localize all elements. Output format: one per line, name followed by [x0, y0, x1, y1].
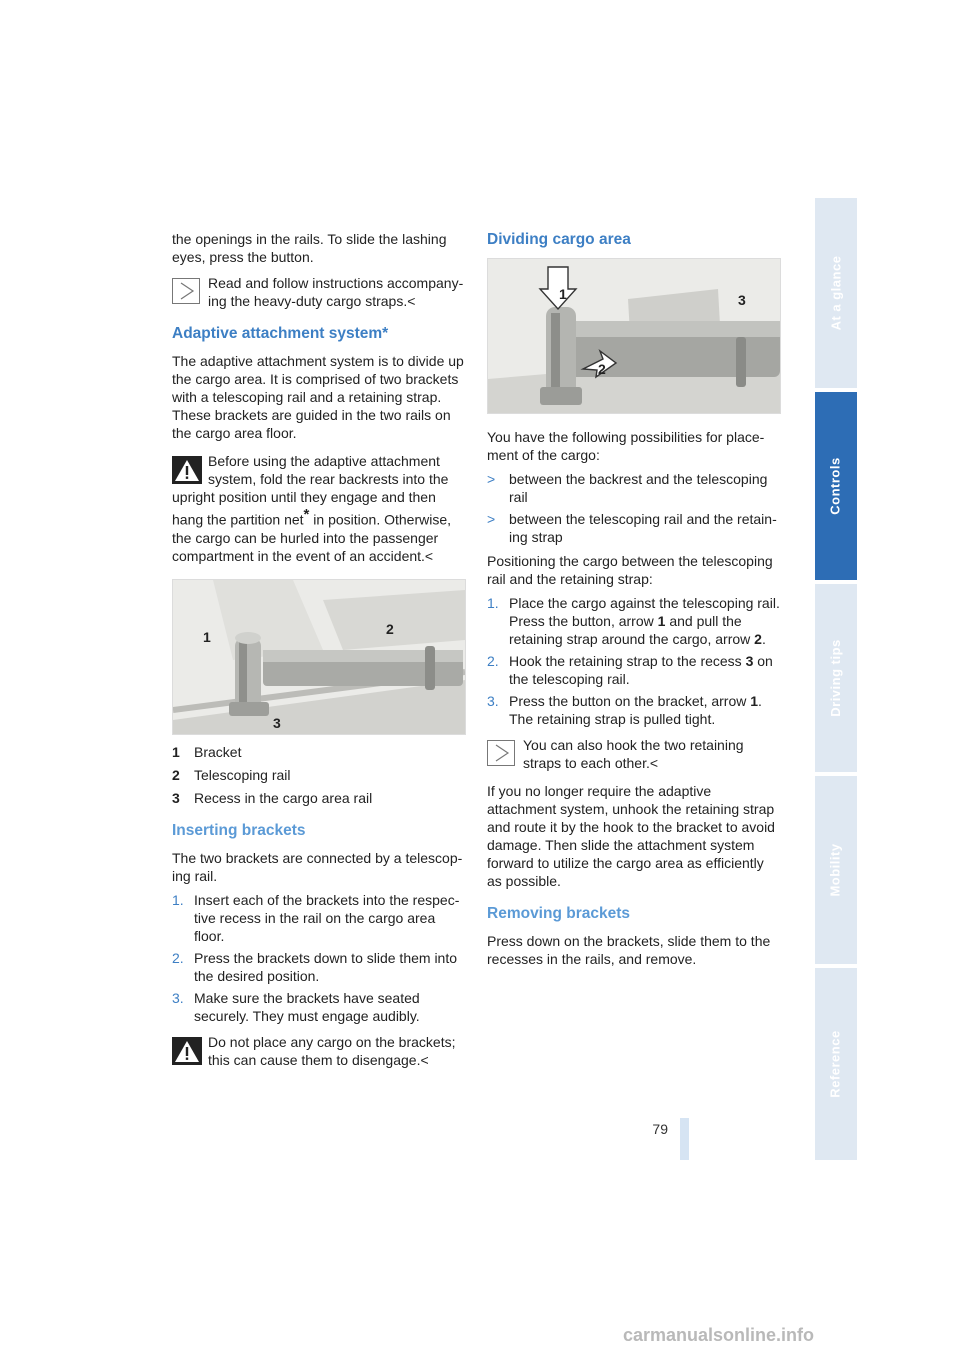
- heading-adaptive: Adaptive attachment system*: [172, 325, 389, 342]
- figure-illustration: [173, 580, 465, 734]
- list-item: > between the backrest and the telescoping rail: [487, 471, 768, 505]
- heading-dividing: Dividing cargo area: [487, 231, 631, 248]
- heading-inserting: Inserting brackets: [172, 821, 306, 839]
- legend-item: 2 Telescoping rail: [172, 766, 291, 783]
- possibilities-list: [487, 470, 781, 546]
- adaptive-text: The adaptive attachment system is to divide up the cargo area. It is comprised of two brackets with a telescoping rail and a retaining strap. These brackets are guided in the two rails on the cargo area floor.: [172, 353, 464, 441]
- nav-tab-controls[interactable]: Controls: [815, 392, 857, 580]
- fig1-label-2: 2: [386, 620, 394, 637]
- list-item: 2. Press the brackets down to slide them into the desired position.: [172, 949, 458, 984]
- left-column: [172, 230, 466, 1079]
- warning-block-2: [172, 1033, 466, 1069]
- legend-item: 1 Bracket: [172, 743, 242, 760]
- page-number-bar: [680, 1118, 689, 1160]
- option-star: *: [303, 506, 310, 523]
- possibilities-text: You have the following possibilities for place-ment of the cargo:: [487, 429, 765, 463]
- nav-tab-at-a-glance[interactable]: At a glance: [815, 198, 857, 388]
- figure-legend: [172, 743, 466, 807]
- intro-text: the openings in the rails. To slide the lashing eyes, press the button.: [172, 231, 447, 265]
- warning-block-1: [172, 452, 466, 565]
- nav-tab-mobility[interactable]: Mobility: [815, 776, 857, 964]
- positioning-steps: [487, 594, 781, 728]
- removing-text: Press down on the brackets, slide them to the recesses in the rails, and remove.: [487, 933, 771, 967]
- inserting-text: The two brackets are connected by a telescop-ing rail.: [172, 849, 463, 884]
- legend-item: 3 Recess in the cargo area rail: [172, 789, 373, 806]
- nav-tab-reference[interactable]: Reference: [815, 968, 857, 1160]
- note-triangle-icon: [172, 278, 200, 304]
- no-longer-text: If you no longer require the adaptive attachment system, unhook the retaining strap and route it by the hook to the bracket to avoid damage. Then slide the attachment system forward to utilize the cargo area as efficiently as possible.: [487, 783, 775, 889]
- note-text-1: Read and follow instructions accompany-ing the heavy-duty cargo straps.<: [208, 275, 464, 309]
- figure-bracket-rail: [172, 579, 466, 735]
- note-triangle-icon: [487, 740, 515, 766]
- figure-dividing-cargo: [487, 258, 781, 414]
- fig2-label-2: 2: [598, 361, 606, 377]
- warning-text-1a: Before using the adaptive attachment system, fold the rear backrests into the upright position until they engage and then hang the partition net: [172, 453, 449, 528]
- positioning-text: Positioning the cargo between the telescoping rail and the retaining strap:: [487, 553, 773, 587]
- warning-icon: [172, 1037, 202, 1065]
- list-item: 1. Insert each of the brackets into the respec-tive recess in the rail on the cargo area floor.: [172, 891, 460, 944]
- list-item: 2. Hook the retaining strap to the recess 3 on the telescoping rail.: [487, 653, 773, 687]
- right-column: [487, 230, 781, 974]
- nav-tab-driving-tips[interactable]: Driving tips: [815, 584, 857, 772]
- list-item: > between the telescoping rail and the retain-ing strap: [487, 511, 777, 545]
- fig1-label-1: 1: [203, 628, 211, 645]
- figure-illustration: [488, 259, 780, 413]
- list-item: 3. Press the button on the bracket, arrow 1. The retaining strap is pulled tight.: [487, 693, 762, 727]
- watermark: carmanualsonline.info: [623, 1325, 815, 1345]
- warning-icon: [172, 456, 202, 484]
- fig2-label-3: 3: [738, 292, 746, 308]
- list-item: 3. Make sure the brackets have seated securely. They must engage audibly.: [172, 989, 420, 1024]
- note-block-2: [487, 736, 781, 772]
- warning-text-2: Do not place any cargo on the brackets; this can cause them to disengage.<: [208, 1033, 456, 1068]
- note-text-2: You can also hook the two retaining straps to each other.<: [523, 737, 744, 771]
- heading-removing: Removing brackets: [487, 905, 630, 922]
- fig1-label-3: 3: [273, 714, 281, 731]
- list-item: 1. Place the cargo against the telescoping rail. Press the button, arrow 1 and pull the retaining strap around the cargo, arrow 2.: [487, 595, 780, 647]
- page-number: 79: [652, 1121, 668, 1137]
- warning-text-1b: in position. Otherwise, the cargo can be hurled into the passenger compartment in the event of an accident.<: [172, 511, 452, 564]
- fig2-label-1: 1: [559, 286, 567, 302]
- note-block-1: [172, 274, 466, 310]
- inserting-steps: [172, 891, 466, 1025]
